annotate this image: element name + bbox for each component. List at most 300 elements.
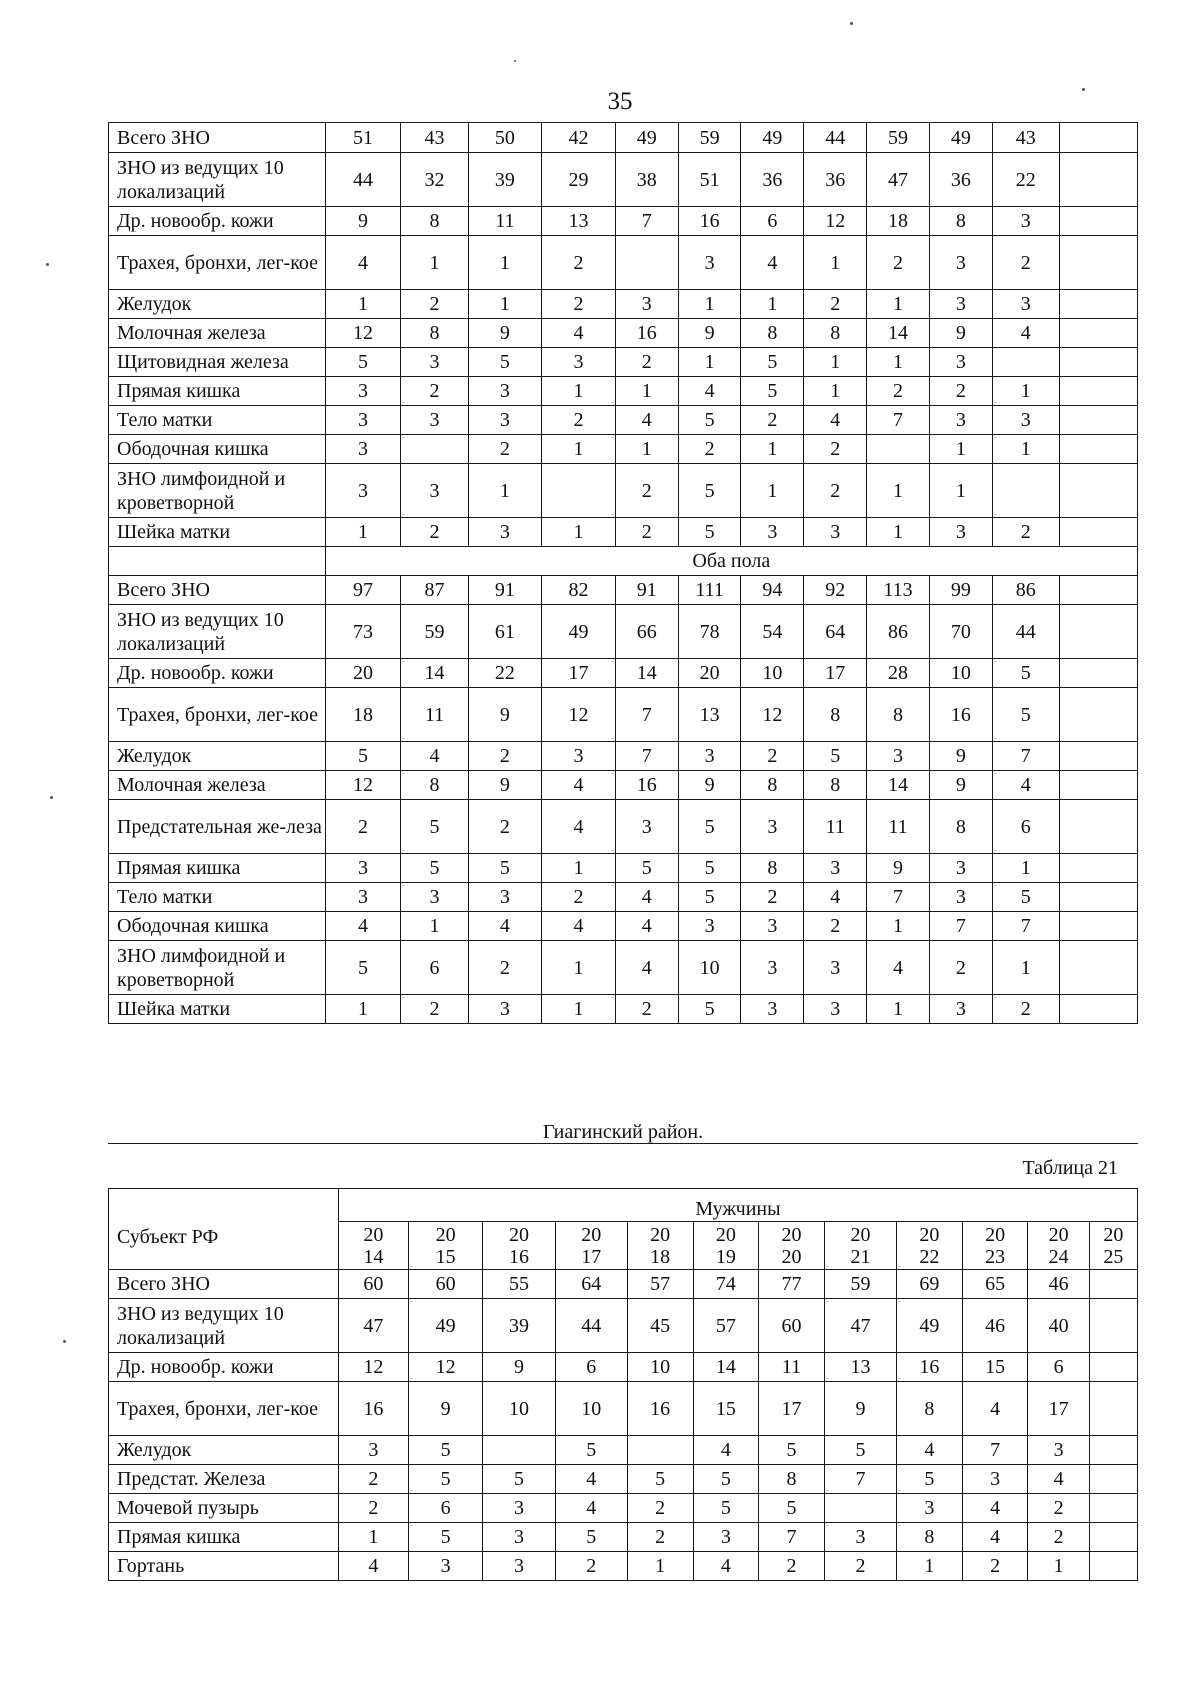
value-cell: 1 xyxy=(804,348,867,377)
value-cell: 2 xyxy=(615,348,678,377)
value-cell: 8 xyxy=(804,319,867,348)
value-cell: 5 xyxy=(325,941,401,995)
table-section-header xyxy=(109,547,1138,576)
value-cell xyxy=(1059,883,1137,912)
value-cell: 2 xyxy=(468,742,542,771)
table-row xyxy=(109,1494,1138,1523)
value-cell: 1 xyxy=(468,236,542,290)
table-row xyxy=(109,290,1138,319)
value-cell: 6 xyxy=(741,207,804,236)
value-cell: 4 xyxy=(962,1382,1028,1436)
value-cell: 20 xyxy=(678,659,741,688)
year-suffix: 25 xyxy=(1103,1245,1124,1268)
year-suffix: 17 xyxy=(581,1245,602,1268)
value-cell: 17 xyxy=(804,659,867,688)
value-cell: 2 xyxy=(1028,1494,1089,1523)
value-cell: 2 xyxy=(804,912,867,941)
value-cell: 1 xyxy=(992,435,1059,464)
value-cell: 4 xyxy=(542,319,616,348)
value-cell: 5 xyxy=(759,1436,825,1465)
value-cell: 3 xyxy=(678,912,741,941)
value-cell: 7 xyxy=(759,1523,825,1552)
table-row xyxy=(109,1552,1138,1581)
value-cell xyxy=(1059,207,1137,236)
value-cell: 10 xyxy=(741,659,804,688)
value-cell: 1 xyxy=(615,377,678,406)
value-cell: 3 xyxy=(542,348,616,377)
value-cell: 47 xyxy=(338,1299,408,1353)
value-cell: 36 xyxy=(804,153,867,207)
value-cell: 8 xyxy=(929,207,992,236)
value-cell: 3 xyxy=(992,290,1059,319)
value-cell: 2 xyxy=(615,995,678,1024)
table-row xyxy=(109,377,1138,406)
value-cell: 1 xyxy=(1028,1552,1089,1581)
value-cell: 1 xyxy=(992,854,1059,883)
value-cell: 1 xyxy=(338,1523,408,1552)
value-cell: 9 xyxy=(678,319,741,348)
row-label: Др. новообр. кожи xyxy=(109,1353,339,1382)
value-cell: 5 xyxy=(408,1436,482,1465)
value-cell: 2 xyxy=(992,236,1059,290)
value-cell: 3 xyxy=(992,406,1059,435)
value-cell: 86 xyxy=(867,605,930,659)
value-cell: 78 xyxy=(678,605,741,659)
value-cell: 12 xyxy=(325,771,401,800)
value-cell: 4 xyxy=(555,1465,627,1494)
value-cell: 60 xyxy=(759,1299,825,1353)
value-cell xyxy=(1089,1353,1137,1382)
value-cell: 6 xyxy=(555,1353,627,1382)
value-cell: 9 xyxy=(929,742,992,771)
value-cell: 5 xyxy=(615,854,678,883)
value-cell: 5 xyxy=(468,854,542,883)
value-cell: 12 xyxy=(408,1353,482,1382)
value-cell: 8 xyxy=(867,688,930,742)
value-cell: 3 xyxy=(693,1523,759,1552)
value-cell: 2 xyxy=(867,236,930,290)
value-cell xyxy=(401,435,468,464)
value-cell: 9 xyxy=(483,1353,555,1382)
row-label: Щитовидная железа xyxy=(109,348,326,377)
value-cell: 2 xyxy=(992,518,1059,547)
value-cell: 1 xyxy=(741,464,804,518)
value-cell: 1 xyxy=(897,1552,963,1581)
value-cell: 92 xyxy=(804,576,867,605)
row-label: Тело матки xyxy=(109,883,326,912)
value-cell: 2 xyxy=(401,377,468,406)
value-cell: 45 xyxy=(627,1299,693,1353)
value-cell: 3 xyxy=(325,854,401,883)
value-cell: 9 xyxy=(408,1382,482,1436)
year-century: 20 xyxy=(919,1223,940,1246)
table-21-body xyxy=(109,1270,1138,1581)
value-cell: 7 xyxy=(867,883,930,912)
value-cell: 46 xyxy=(962,1299,1028,1353)
value-cell: 8 xyxy=(401,207,468,236)
value-cell: 3 xyxy=(929,406,992,435)
value-cell: 70 xyxy=(929,605,992,659)
value-cell xyxy=(1059,290,1137,319)
value-cell: 2 xyxy=(992,995,1059,1024)
value-cell xyxy=(1089,1299,1137,1353)
value-cell: 6 xyxy=(1028,1353,1089,1382)
value-cell: 5 xyxy=(678,464,741,518)
value-cell: 3 xyxy=(401,406,468,435)
value-cell: 5 xyxy=(897,1465,963,1494)
value-cell xyxy=(1059,406,1137,435)
value-cell: 1 xyxy=(867,518,930,547)
value-cell: 4 xyxy=(1028,1465,1089,1494)
speck xyxy=(1082,88,1085,91)
value-cell xyxy=(1059,236,1137,290)
value-cell: 9 xyxy=(468,688,542,742)
row-label: Др. новообр. кожи xyxy=(109,207,326,236)
row-label: Ободочная кишка xyxy=(109,912,326,941)
table-row xyxy=(109,153,1138,207)
value-cell: 1 xyxy=(542,995,616,1024)
table-row xyxy=(109,1382,1138,1436)
value-cell: 73 xyxy=(325,605,401,659)
table-row xyxy=(109,319,1138,348)
table-row xyxy=(109,659,1138,688)
value-cell xyxy=(1059,123,1137,153)
value-cell: 3 xyxy=(468,518,542,547)
value-cell: 3 xyxy=(992,207,1059,236)
value-cell: 2 xyxy=(962,1552,1028,1581)
value-cell: 8 xyxy=(401,771,468,800)
year-century: 20 xyxy=(985,1223,1006,1246)
year-suffix: 18 xyxy=(650,1245,671,1268)
value-cell: 1 xyxy=(542,941,616,995)
value-cell: 5 xyxy=(678,800,741,854)
value-cell: 3 xyxy=(929,883,992,912)
value-cell xyxy=(992,348,1059,377)
value-cell: 4 xyxy=(867,941,930,995)
value-cell: 3 xyxy=(741,912,804,941)
value-cell: 1 xyxy=(468,464,542,518)
header-spacer-cell xyxy=(109,547,326,576)
value-cell: 1 xyxy=(678,290,741,319)
table-21 xyxy=(108,1188,1138,1581)
value-cell: 2 xyxy=(929,377,992,406)
value-cell: 17 xyxy=(1028,1382,1089,1436)
value-cell: 4 xyxy=(615,912,678,941)
value-cell xyxy=(1059,518,1137,547)
value-cell: 5 xyxy=(555,1436,627,1465)
value-cell: 3 xyxy=(483,1494,555,1523)
value-cell: 1 xyxy=(325,995,401,1024)
value-cell: 3 xyxy=(678,742,741,771)
value-cell: 9 xyxy=(678,771,741,800)
year-header xyxy=(693,1222,759,1270)
value-cell: 2 xyxy=(542,236,616,290)
value-cell: 1 xyxy=(741,435,804,464)
value-cell: 2 xyxy=(929,941,992,995)
value-cell: 49 xyxy=(929,123,992,153)
row-label: Предстательная же-леза xyxy=(109,800,326,854)
value-cell xyxy=(824,1494,896,1523)
year-header xyxy=(338,1222,408,1270)
value-cell: 94 xyxy=(741,576,804,605)
value-cell xyxy=(1089,1552,1137,1581)
value-cell: 16 xyxy=(929,688,992,742)
value-cell: 2 xyxy=(1028,1523,1089,1552)
value-cell: 7 xyxy=(962,1436,1028,1465)
row-label: ЗНО из ведущих 10 локализаций xyxy=(109,1299,339,1353)
value-cell: 16 xyxy=(615,771,678,800)
value-cell: 36 xyxy=(741,153,804,207)
value-cell: 64 xyxy=(555,1270,627,1299)
row-label: Тело матки xyxy=(109,406,326,435)
table-row xyxy=(109,1270,1138,1299)
value-cell: 4 xyxy=(542,912,616,941)
year-header xyxy=(555,1222,627,1270)
row-label: ЗНО из ведущих 10 локализаций xyxy=(109,153,326,207)
value-cell xyxy=(1059,912,1137,941)
value-cell: 69 xyxy=(897,1270,963,1299)
value-cell: 2 xyxy=(678,435,741,464)
value-cell: 2 xyxy=(804,435,867,464)
row-label: Желудок xyxy=(109,290,326,319)
value-cell: 57 xyxy=(693,1299,759,1353)
value-cell: 5 xyxy=(741,348,804,377)
table-row xyxy=(109,348,1138,377)
value-cell: 4 xyxy=(992,319,1059,348)
value-cell: 11 xyxy=(759,1353,825,1382)
value-cell: 9 xyxy=(325,207,401,236)
value-cell: 3 xyxy=(867,742,930,771)
value-cell: 13 xyxy=(542,207,616,236)
year-century: 20 xyxy=(781,1223,802,1246)
value-cell xyxy=(1059,576,1137,605)
row-label: Молочная железа xyxy=(109,319,326,348)
row-label: Гортань xyxy=(109,1552,339,1581)
value-cell: 8 xyxy=(804,771,867,800)
table-row xyxy=(109,1436,1138,1465)
value-cell: 2 xyxy=(468,800,542,854)
value-cell: 5 xyxy=(325,742,401,771)
divider xyxy=(108,1143,1138,1144)
row-label: Трахея, бронхи, лег-кое xyxy=(109,1382,339,1436)
value-cell xyxy=(1059,348,1137,377)
value-cell: 3 xyxy=(929,995,992,1024)
value-cell: 8 xyxy=(929,800,992,854)
value-cell: 12 xyxy=(325,319,401,348)
value-cell: 7 xyxy=(615,207,678,236)
value-cell: 17 xyxy=(542,659,616,688)
value-cell: 5 xyxy=(678,406,741,435)
value-cell: 2 xyxy=(627,1494,693,1523)
value-cell: 3 xyxy=(804,941,867,995)
value-cell: 20 xyxy=(325,659,401,688)
row-label: Желудок xyxy=(109,742,326,771)
table-row xyxy=(109,464,1138,518)
page-number: 35 xyxy=(607,88,633,115)
year-suffix: 14 xyxy=(363,1245,384,1268)
value-cell: 5 xyxy=(992,688,1059,742)
value-cell: 1 xyxy=(867,464,930,518)
row-label: Ободочная кишка xyxy=(109,435,326,464)
value-cell: 3 xyxy=(325,435,401,464)
year-header xyxy=(483,1222,555,1270)
value-cell: 5 xyxy=(678,883,741,912)
value-cell: 32 xyxy=(401,153,468,207)
value-cell: 6 xyxy=(401,941,468,995)
incidence-table-continued xyxy=(108,122,1138,1024)
value-cell: 14 xyxy=(401,659,468,688)
value-cell: 65 xyxy=(962,1270,1028,1299)
value-cell: 10 xyxy=(483,1382,555,1436)
value-cell: 87 xyxy=(401,576,468,605)
value-cell: 4 xyxy=(678,377,741,406)
district-title: Гиагинский район. xyxy=(542,1121,704,1143)
value-cell: 4 xyxy=(615,941,678,995)
value-cell: 82 xyxy=(542,576,616,605)
value-cell: 3 xyxy=(615,800,678,854)
value-cell: 2 xyxy=(804,464,867,518)
value-cell: 51 xyxy=(678,153,741,207)
table-row xyxy=(109,854,1138,883)
row-label: Всего ЗНО xyxy=(109,1270,339,1299)
value-cell: 9 xyxy=(824,1382,896,1436)
table-row xyxy=(109,1353,1138,1382)
value-cell: 1 xyxy=(325,290,401,319)
value-cell: 4 xyxy=(962,1494,1028,1523)
row-label: ЗНО из ведущих 10 локализаций xyxy=(109,605,326,659)
value-cell: 5 xyxy=(555,1523,627,1552)
value-cell: 5 xyxy=(483,1465,555,1494)
year-century: 20 xyxy=(1103,1223,1124,1246)
value-cell: 86 xyxy=(992,576,1059,605)
value-cell: 4 xyxy=(542,800,616,854)
value-cell: 3 xyxy=(401,883,468,912)
value-cell: 5 xyxy=(401,854,468,883)
value-cell: 3 xyxy=(468,883,542,912)
year-header xyxy=(824,1222,896,1270)
row-label: Мочевой пузырь xyxy=(109,1494,339,1523)
value-cell xyxy=(1059,771,1137,800)
value-cell: 9 xyxy=(468,771,542,800)
value-cell: 4 xyxy=(992,771,1059,800)
table-row xyxy=(109,576,1138,605)
value-cell: 1 xyxy=(867,348,930,377)
value-cell: 74 xyxy=(693,1270,759,1299)
value-cell: 9 xyxy=(468,319,542,348)
value-cell: 38 xyxy=(615,153,678,207)
value-cell: 5 xyxy=(759,1494,825,1523)
value-cell: 10 xyxy=(555,1382,627,1436)
table-row xyxy=(109,123,1138,153)
value-cell: 2 xyxy=(542,406,616,435)
value-cell: 111 xyxy=(678,576,741,605)
value-cell: 3 xyxy=(929,518,992,547)
value-cell: 51 xyxy=(325,123,401,153)
value-cell: 3 xyxy=(325,464,401,518)
value-cell: 5 xyxy=(678,995,741,1024)
value-cell: 44 xyxy=(555,1299,627,1353)
table-row xyxy=(109,1523,1138,1552)
value-cell: 15 xyxy=(693,1382,759,1436)
value-cell xyxy=(1059,377,1137,406)
value-cell: 13 xyxy=(678,688,741,742)
value-cell: 14 xyxy=(867,319,930,348)
value-cell: 64 xyxy=(804,605,867,659)
value-cell: 4 xyxy=(325,912,401,941)
year-header xyxy=(962,1222,1028,1270)
table-row xyxy=(109,236,1138,290)
table-row xyxy=(109,435,1138,464)
year-header xyxy=(1089,1222,1137,1270)
value-cell: 2 xyxy=(542,290,616,319)
value-cell: 3 xyxy=(408,1552,482,1581)
value-cell: 2 xyxy=(615,518,678,547)
value-cell: 22 xyxy=(992,153,1059,207)
row-label: Трахея, бронхи, лег-кое xyxy=(109,688,326,742)
value-cell: 2 xyxy=(542,883,616,912)
value-cell: 4 xyxy=(338,1552,408,1581)
year-century: 20 xyxy=(715,1223,736,1246)
value-cell: 8 xyxy=(759,1465,825,1494)
value-cell: 61 xyxy=(468,605,542,659)
value-cell: 40 xyxy=(1028,1299,1089,1353)
value-cell: 1 xyxy=(325,518,401,547)
value-cell: 7 xyxy=(615,742,678,771)
value-cell: 5 xyxy=(693,1465,759,1494)
table-row xyxy=(109,912,1138,941)
value-cell: 12 xyxy=(338,1353,408,1382)
value-cell xyxy=(1059,995,1137,1024)
value-cell: 49 xyxy=(542,605,616,659)
value-cell xyxy=(1059,800,1137,854)
value-cell: 5 xyxy=(824,1436,896,1465)
value-cell: 57 xyxy=(627,1270,693,1299)
value-cell: 3 xyxy=(741,941,804,995)
value-cell: 1 xyxy=(804,377,867,406)
value-cell: 1 xyxy=(615,435,678,464)
value-cell: 59 xyxy=(678,123,741,153)
value-cell: 2 xyxy=(338,1465,408,1494)
value-cell: 7 xyxy=(992,912,1059,941)
value-cell: 2 xyxy=(555,1552,627,1581)
value-cell: 2 xyxy=(401,518,468,547)
value-cell xyxy=(1089,1494,1137,1523)
table-row xyxy=(109,605,1138,659)
table-row xyxy=(109,800,1138,854)
value-cell: 54 xyxy=(741,605,804,659)
year-header xyxy=(627,1222,693,1270)
value-cell: 39 xyxy=(483,1299,555,1353)
value-cell: 11 xyxy=(401,688,468,742)
value-cell: 49 xyxy=(897,1299,963,1353)
value-cell: 2 xyxy=(468,435,542,464)
value-cell xyxy=(867,435,930,464)
table-row xyxy=(109,771,1138,800)
value-cell: 5 xyxy=(992,883,1059,912)
value-cell: 3 xyxy=(741,995,804,1024)
value-cell: 8 xyxy=(741,771,804,800)
value-cell: 8 xyxy=(897,1523,963,1552)
value-cell: 13 xyxy=(824,1353,896,1382)
year-century: 20 xyxy=(508,1223,529,1246)
row-label: Всего ЗНО xyxy=(109,123,326,153)
value-cell: 1 xyxy=(867,912,930,941)
table-row xyxy=(109,742,1138,771)
value-cell: 8 xyxy=(741,854,804,883)
value-cell xyxy=(483,1436,555,1465)
value-cell: 11 xyxy=(867,800,930,854)
value-cell: 3 xyxy=(468,406,542,435)
